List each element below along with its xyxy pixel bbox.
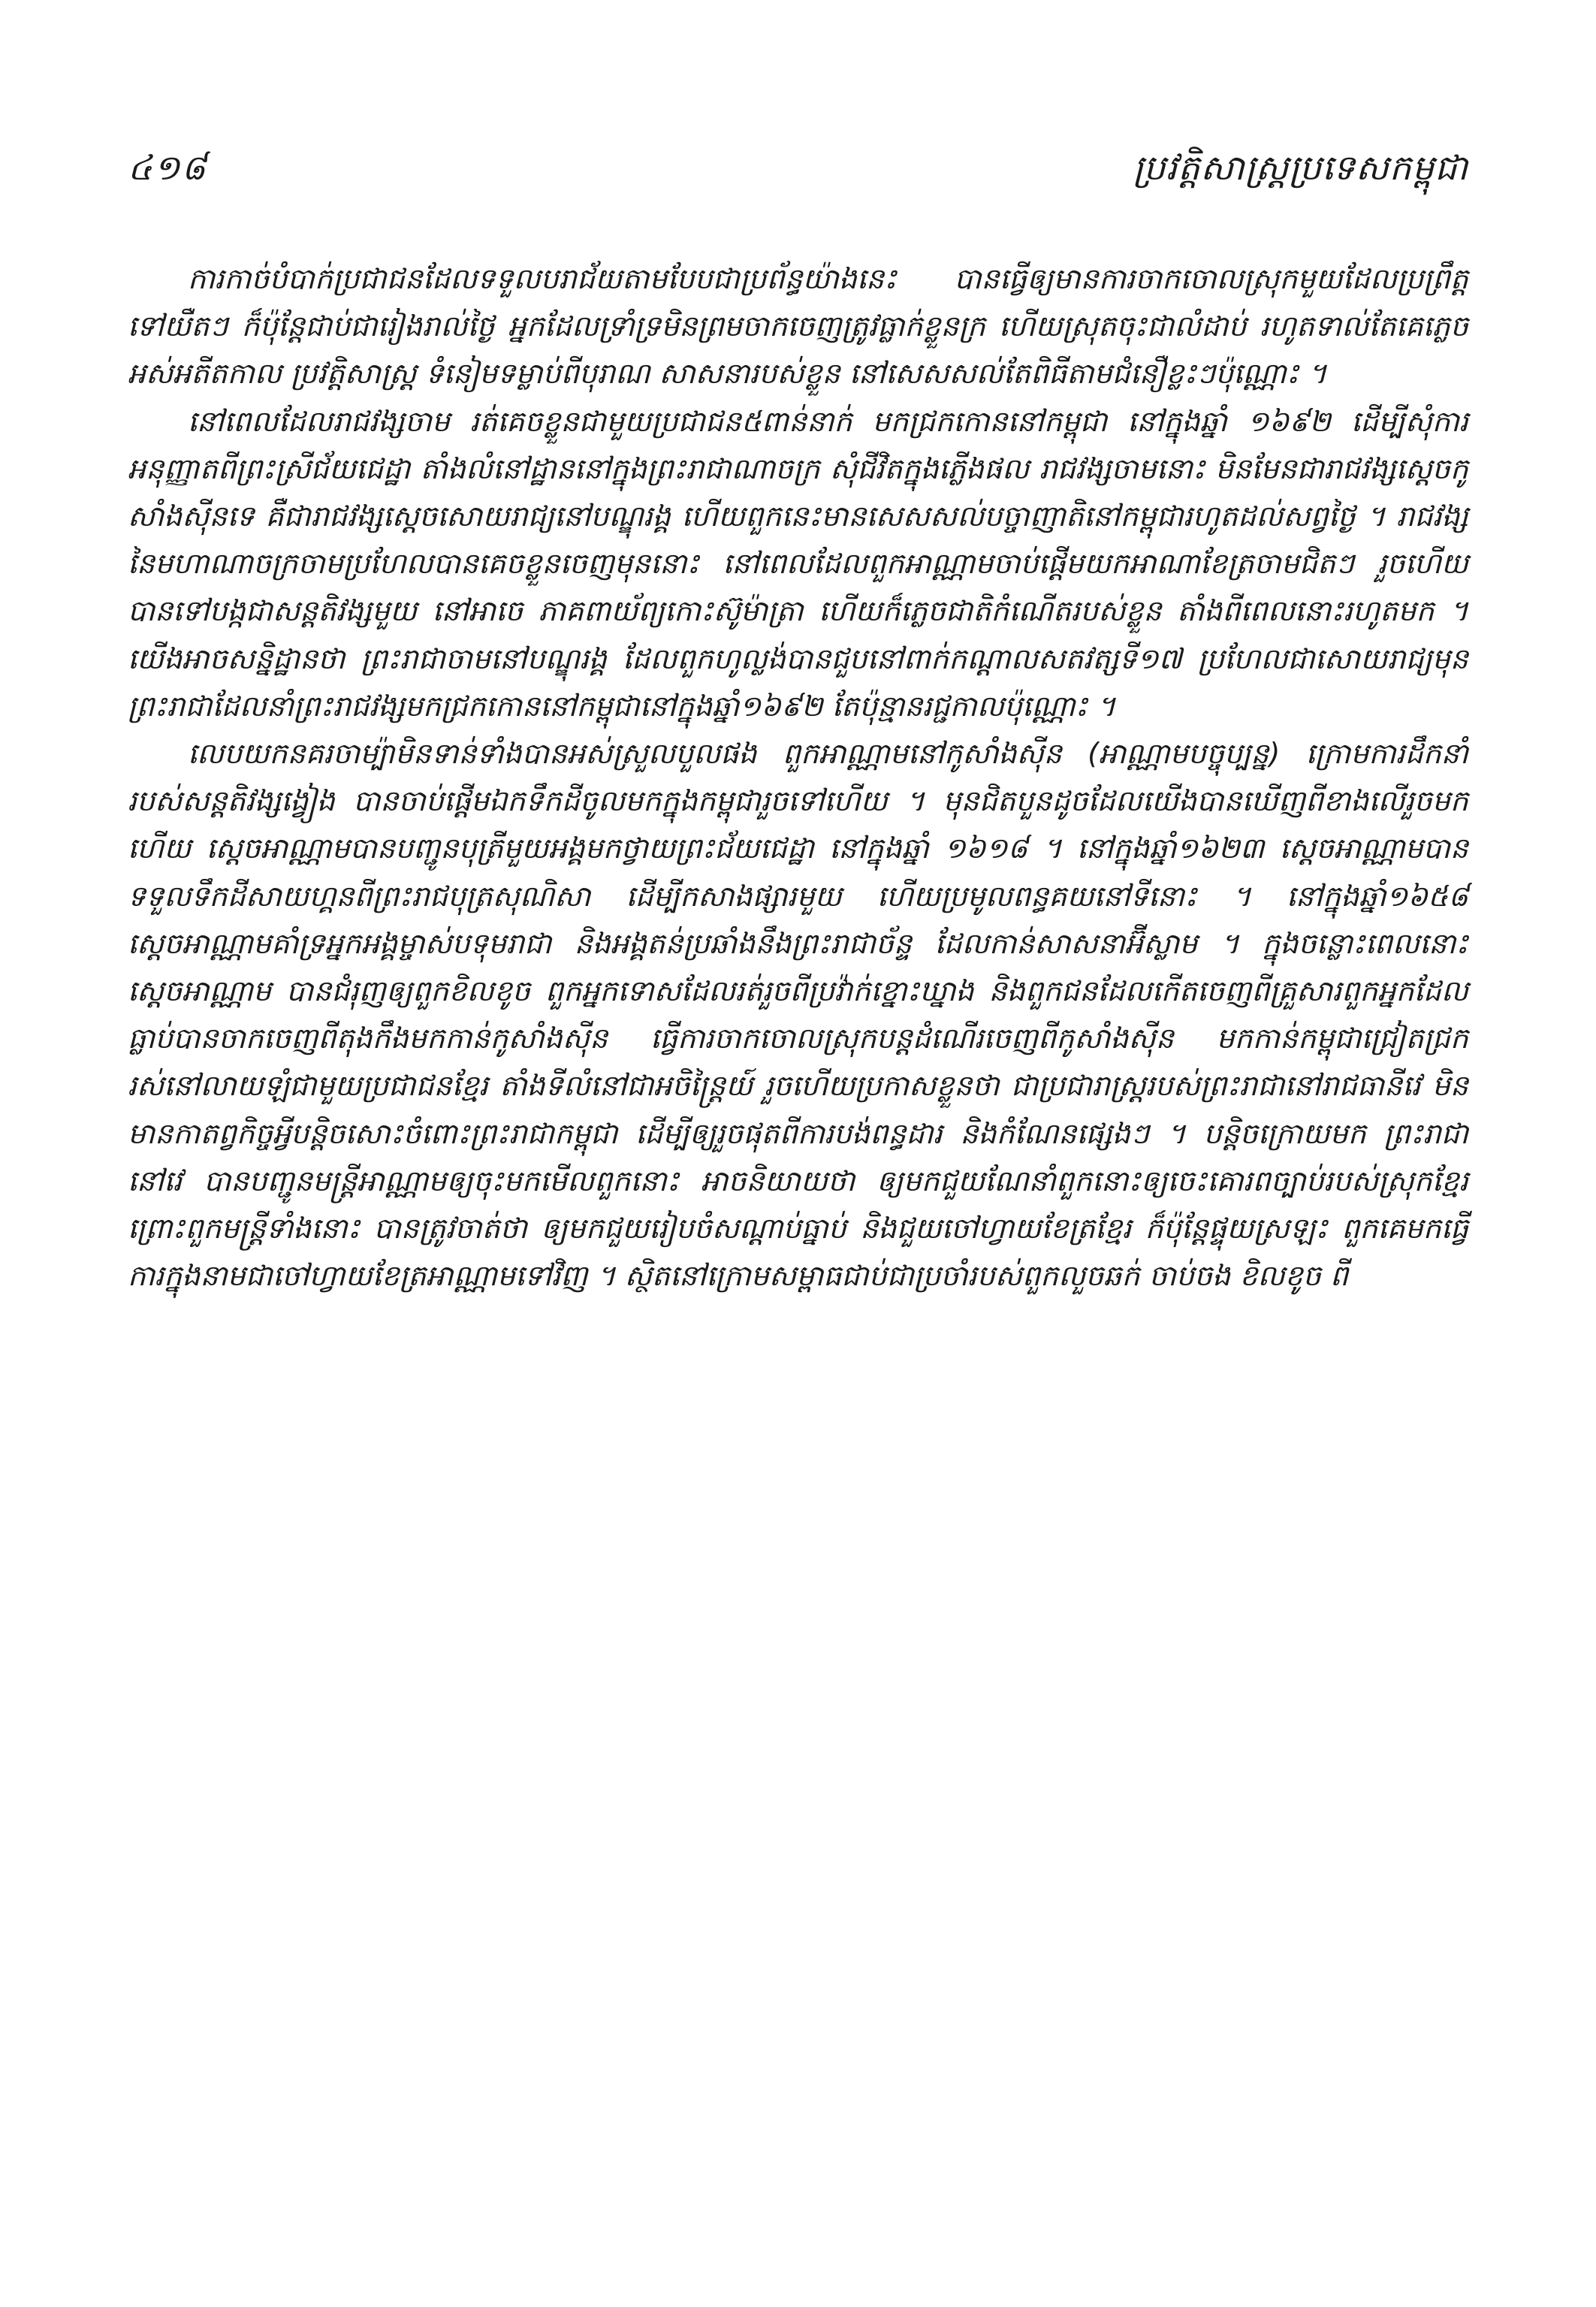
page-header bbox=[128, 147, 1468, 210]
paragraph: នៅពេលដែលរាជវង្សចាម រត់គេចខ្លួនជាមួយប្រជាជន៥ពាន់នាក់ មកជ្រកកោននៅកម្ពុជា នៅក្នុងឆ្នាំ ១៦៩២ ដើម្បីសុំការអនុញ្ញាតពីព្រះស្រីជ័យជេដ្ឋា តាំងលំនៅដ្ឋាននៅក្នុងព្រះរាជាណាចក្រ សុំជីវិតក្នុងភ្លើងផល រាជវង្សចាមនោះ មិនមែនជារាជវង្សស្តេចកូសាំងស៊ីនទេ គឺជារាជវង្សស្តេចសោយរាជ្យនៅបណ្ឌុរង្គ ហើយពួកនេះមានសេសសល់បច្ចាញាតិនៅកម្ពុជារហូតដល់សព្វថ្ងៃ ។ រាជវង្សនៃមហាណាចក្រចាមប្រហែលបានគេចខ្លួនចេញមុននោះ នៅពេលដែលពួកអាណ្ណាមចាប់ផ្តើមយកអាណាខែត្រចាមជិតៗ រួចហើយបានទៅបង្កជាសន្តតិវង្សមួយ នៅអាចេ ភាគពាយ័ព្យកោះស៊ូម៉ាត្រា ហើយក៏ភ្លេចជាតិកំណើតរបស់ខ្លួន តាំងពីពេលនោះរហូតមក ។ យើងអាចសន្និដ្ឋានថា ព្រះរាជាចាមនៅបណ្ឌុរង្គ ដែលពួកហូល្លង់បានជួបនៅពាក់កណ្តាលសតវត្សទី១៧ ប្រហែលជាសោយរាជ្យមុនព្រះរាជាដែលនាំព្រះរាជវង្សមកជ្រកកោននៅកម្ពុជានៅក្នុងឆ្នាំ១៦៩២ តែប៉ុន្មានរជ្ជកាលប៉ុណ្ណោះ ។ bbox=[128, 404, 1468, 723]
paragraph: លេបយកនគរចាម្ប៉ាមិនទាន់ទាំងបានអស់ស្រួលបួលផង ពួកអាណ្ណាមនៅកូសាំងស៊ីន (អាណ្ណាមបច្ចុប្បន្ន) ក្រោមការដឹកនាំរបស់សន្តតិវង្សង្វៀង បានចាប់ផ្តើមឯកទឹកដីចូលមកក្នុងកម្ពុជារួចទៅហើយ ។ មុនជិតបួនដូចដែលយើងបានឃើញពីខាងលើរួចមកហើយ ស្តេចអាណ្ណាមបានបញ្ជូនបុត្រីមួយអង្គមកថ្វាយព្រះជ័យជេដ្ឋា នៅក្នុងឆ្នាំ ១៦១៨ ។ នៅក្នុងឆ្នាំ១៦២៣ ស្តេចអាណ្ណាមបានទទួលទឹកដីសាយហ្គនពីព្រះរាជបុត្រសុណិសា ដើម្បីកសាងផ្សារមួយ ហើយប្រមូលពន្ធគយនៅទីនោះ ។ នៅក្នុងឆ្នាំ១៦៥៨ ស្តេចអាណ្ណាមគាំទ្រអ្នកអង្គម្ចាស់បទុមរាជា និងអង្គតន់ប្រឆាំងនឹងព្រះរាជាច័ន្ទ ដែលកាន់សាសនាអ៊ីស្លាម ។ ក្នុងចន្លោះពេលនោះ ស្តេចអាណ្ណាម បានជំរុញឲ្យពួកខិលខូច ពួកអ្នកទោសដែលរត់រួចពីប្រវ៉ាក់ខ្នោះឃ្នាង និងពួកជនដែលកើតចេញពីគ្រួសារពួកអ្នកដែលធ្លាប់បានចាកចេញពីតុងកឹងមកកាន់កូសាំងស៊ីន ធ្វើការចាកចោលស្រុកបន្តដំណើរចេញពីកូសាំងស៊ីន មកកាន់កម្ពុជាជ្រៀតជ្រករស់នៅលាយឡំជាមួយប្រជាជនខ្មែរ តាំងទីលំនៅជាអចិន្ត្រៃយ៍ រួចហើយប្រកាសខ្លួនថា ជាប្រជារាស្ត្ររបស់ព្រះរាជានៅរាជធានីវេ មិនមានកាតព្វកិច្ចអ្វីបន្តិចសោះចំពោះព្រះរាជាកម្ពុជា ដើម្បីឲ្យរួចផុតពីការបង់ពន្ធដារ និងកំណែនផ្សេងៗ ។ បន្តិចក្រោយមក ព្រះរាជានៅវេ បានបញ្ជូនមន្ត្រីអាណ្ណាមឲ្យចុះមកមើលពួកនោះ អាចនិយាយថា ឲ្យមកជួយណែនាំពួកនោះឲ្យចេះគោរពច្បាប់របស់ស្រុកខ្មែរ ព្រោះពួកមន្ត្រីទាំងនោះ បានត្រូវចាត់ថា ឲ្យមកជួយរៀបចំសណ្តាប់ធ្នាប់ និងជួយចៅហ្វាយខែត្រខ្មែរ ក៏ប៉ុន្តែផ្ទុយស្រឡះ ពួកគេមកធ្វើការក្នុងនាមជាចៅហ្វាយខែត្រអាណ្ណាមទៅវិញ ។ ស្ថិតនៅក្រោមសម្ពាធជាប់ជាប្រចាំរបស់ពួកលួចឆក់ ចាប់ចង ខិលខូច ពី bbox=[128, 737, 1468, 1293]
paragraph: ការកាច់បំបាក់ប្រជាជនដែលទទួលបរាជ័យតាមបែបជាប្រព័ន្ធយ៉ាងនេះ បានធ្វើឲ្យមានការចាកចោលស្រុកមួយដែលប្រព្រឹត្តទៅយឺតៗ ក៏ប៉ុន្តែជាប់ជារៀងរាល់ថ្ងៃ អ្នកដែលទ្រាំទ្រមិនព្រមចាកចេញត្រូវធ្លាក់ខ្លួនក្រ ហើយស្រុតចុះជាលំដាប់ រហូតទាល់តែគេភ្លេចអស់អតីតកាល ប្រវត្តិសាស្ត្រ ទំនៀមទម្លាប់ពីបុរាណ សាសនារបស់ខ្លួន នៅសេសសល់តែពិធីតាមជំនឿខ្លះៗប៉ុណ្ណោះ ។ bbox=[128, 262, 1468, 391]
page-number: ៤១៨ bbox=[128, 147, 207, 188]
running-title: ប្រវត្តិសាស្ត្រប្រទេសកម្ពុជា bbox=[1133, 147, 1468, 188]
body-text bbox=[128, 255, 1468, 1300]
